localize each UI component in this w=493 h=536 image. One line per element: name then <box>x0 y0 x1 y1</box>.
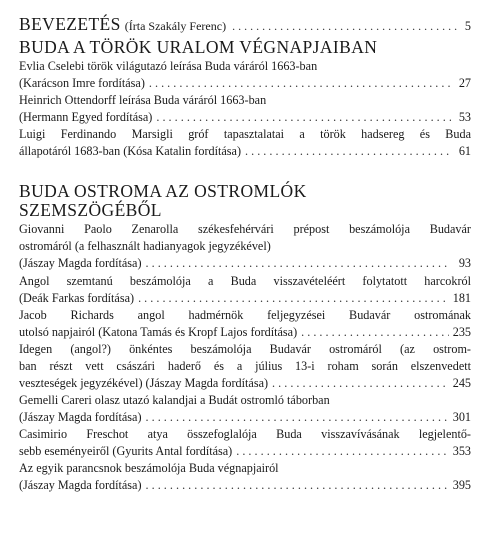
entry-title-line: Evlia Cselebi török világutazó leírása Buda váráról 1663-ban <box>19 59 318 73</box>
intro-author: (Írta Szakály Ferenc) <box>124 19 227 33</box>
entry-title-line: ban részt vett császári haderő és a július 13-i roham során elszenvedett <box>19 359 471 373</box>
entry-translator: állapotáról 1683-ban (Kósa Katalin fordítása) <box>19 144 242 158</box>
entry-title-line: Luigi Ferdinando Marsigli gróf tapasztalatai a török hadsereg és Buda <box>19 127 471 141</box>
dot-leader <box>146 255 452 272</box>
entry-title-line: Angol szemtanú beszámolója a Buda visszavételéért folytatott harcokról <box>19 274 471 288</box>
entry-translator: (Hermann Egyed fordítása) <box>19 110 153 124</box>
entry-last-line <box>19 477 471 494</box>
dot-leader <box>146 409 449 426</box>
page-number: 245 <box>452 376 471 390</box>
dot-leader <box>301 324 449 341</box>
entry-title-line: Idegen (angol?) önkéntes beszámolója Budavár ostromáról (az ostrom- <box>19 342 471 356</box>
dot-leader <box>138 290 449 307</box>
entry-title-line: Casimirio Freschot atya összefoglalója Buda visszavívásának legjelentő- <box>19 427 471 441</box>
entry-translator: (Deák Farkas fordítása) <box>19 291 135 305</box>
entry-title-line: Jacob Richards angol hadmérnök feljegyzései Budavár ostromának <box>19 308 471 322</box>
intro-title: BEVEZETÉS <box>19 14 121 34</box>
dot-leader <box>236 443 448 460</box>
dot-leader <box>245 143 451 160</box>
entry-title-line: Gemelli Careri olasz utazó kalandjai a Budát ostromló táborban <box>19 393 330 407</box>
page-number: 353 <box>452 444 471 458</box>
entry-last-line <box>19 255 471 272</box>
page-number: 93 <box>458 256 471 270</box>
dot-leader <box>272 375 449 392</box>
dot-leader <box>156 109 451 126</box>
section-heading-line-2: SZEMSZÖGÉBŐL <box>19 200 162 220</box>
entry-last-line <box>19 75 471 92</box>
dot-leader <box>232 19 459 34</box>
entry-translator: veszteségek jegyzékével) (Jászay Magda fordítása) <box>19 376 269 390</box>
entry-translator: sebb eseményeiről (Gyurits Antal fordítása) <box>19 444 233 458</box>
page-number: 61 <box>458 144 471 158</box>
page-number: 395 <box>452 478 471 492</box>
entry-last-line <box>19 443 471 460</box>
dot-leader <box>146 477 449 494</box>
entry-title-line: Az egyik parancsnok beszámolója Buda végnapjairól <box>19 461 279 475</box>
page-number: 53 <box>458 110 471 124</box>
section-heading: BUDA OSTROMA AZ OSTROMLÓK <box>19 181 307 201</box>
dot-leader <box>149 75 451 92</box>
entry-title-line: Giovanni Paolo Zenarolla székesfehérvári prépost beszámolója Budavár <box>19 222 471 236</box>
page-number: 181 <box>452 291 471 305</box>
page-number: 235 <box>452 325 471 339</box>
entry-last-line <box>19 109 471 126</box>
entry-title-line: ostromáról (a felhasznált hadianyagok jegyzékével) <box>19 239 271 253</box>
entry-translator: (Karácson Imre fordítása) <box>19 76 145 90</box>
page-number: 27 <box>458 76 471 90</box>
entry-last-line <box>19 290 471 307</box>
entry-translator: (Jászay Magda fordítása) <box>19 256 142 270</box>
toc-intro-entry[interactable] <box>19 14 471 36</box>
section-heading: BUDA A TÖRÖK URALOM VÉGNAPJAIBAN <box>19 37 378 57</box>
entry-translator: utolsó napjairól (Katona Tamás és Kropf Lajos fordítása) <box>19 325 298 339</box>
entry-last-line <box>19 143 471 160</box>
entry-title-line: Heinrich Ottendorff leírása Buda váráról 1663-ban <box>19 93 267 107</box>
page-number: 5 <box>464 19 471 33</box>
page-number: 301 <box>452 410 471 424</box>
entry-translator: (Jászay Magda fordítása) <box>19 410 142 424</box>
entry-last-line <box>19 409 471 426</box>
entry-last-line <box>19 375 471 392</box>
entry-last-line <box>19 324 471 341</box>
entry-translator: (Jászay Magda fordítása) <box>19 478 142 492</box>
table-of-contents <box>19 0 471 536</box>
